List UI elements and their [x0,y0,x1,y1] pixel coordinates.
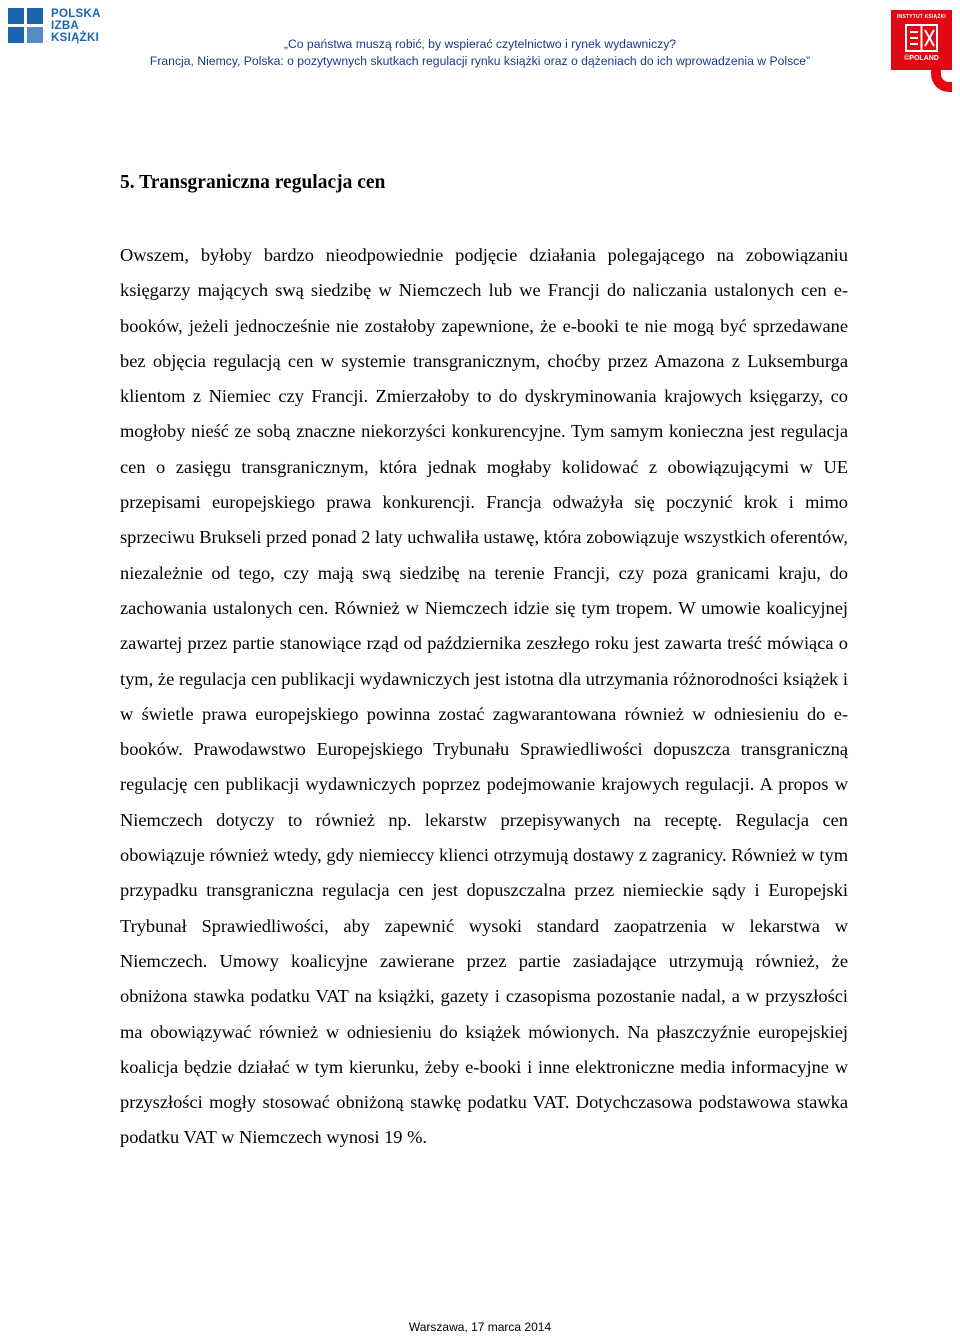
instytut-ksiazki-logo [891,10,952,94]
logo-word-1: POLSKA [51,8,101,20]
logo-word-3: KSIĄŻKI [51,32,100,44]
logo-word-2: IZBA [51,20,80,32]
logo-wordmark [51,8,101,44]
header-title-line-2: Francja, Niemcy, Polska: o pozytywnych skutkach regulacji rynku książki oraz o dążeniach do ich wprowadzenia w Polsce” [149,54,811,68]
header-title [140,36,820,70]
polska-izba-ksiazki-logo [8,8,126,48]
instytut-ksiazki-label: INSTYTUT KSIĄŻKI [896,14,947,20]
logo-tail-shape [931,70,952,92]
section-paragraph: Owszem, byłoby bardzo nieodpowiednie podjęcie działania polegającego na zobowiązaniu księgarzy mających swą siedzibę w Niemczech lub we Francji do naliczania ustalonych cen e-booków, jeżeli jednocześnie nie zostałoby zapewnione, że e-booki te nie mogą być sprzedawane bez objęcia regulacją cen w systemie transgranicznym, choćby przez Amazona z Luksemburga klientom z Niemiec czy Francji. Zmierzałoby to do dyskryminowania krajowych księgarzy, co mogłoby nieść ze sobą znaczne niekorzyści konkurencyjne. Tym samym konieczna jest regulacja cen o zasięgu transgranicznym, która jednak mogłaby kolidować z obowiązującymi w UE przepisami europejskiego prawa konkurencji. Francja odważyła się poczynić krok i mimo sprzeciwu Brukseli przed ponad 2 laty uchwaliła ustawę, która zobowiązuje wszystkich oferentów, niezależnie od tego, czy mają swą siedzibę na terenie Francji, czy poza granicami kraju, do zachowania ustalonych cen. Również w Niemczech idzie się tym tropem. W umowie koalicyjnej zawartej przez partie stanowiące rząd od października zeszłego roku jest zawarta treść mówiąca o tym, że regulacja cen publikacji wydawniczych jest istotna dla utrzymania różnorodności książek i w świetle prawa europejskiego powinna zostać zagwarantowana również w odniesieniu do e-booków. Prawodawstwo Europejskiego Trybunału Sprawiedliwości dopuszcza transgraniczną regulację cen publikacji wydawniczych poprzez podejmowanie krajowych regulacji. A propos w Niemczech dotyczy to również np. lekarstw przepisywanych na receptę. Regulacja cen obowiązuje również wtedy, gdy niemieccy klienci otrzymują dostawy z zagranicy. Również w tym przypadku transgraniczna regulacja cen jest dopuszczalna przez niemieckie sądy i Europejski Trybunał Sprawiedliwości, aby zapewnić wysoki standard zaopatrzenia w lekarstwa w Niemczech. Umowy koalicyjne zawierane przez partie zasiadające utrzymują również, że obniżona stawka podatku VAT na książki, gazety i czasopisma pozostanie nadal, a w przyszłości ma obowiązywać również w odniesieniu do książek mówionych. Na płaszczyźnie europejskiej koalicja będzie działać w tym kierunku, żeby e-booki i inne elektroniczne media informacyjne w przyszłości mogły stosować obniżoną stawkę podatku VAT. Dotychczasowa podstawowa stawka podatku VAT w Niemczech wynosi 19 %. [120,245,848,1148]
header-title-line-1: „Co państwa muszą robić, by wspierać czytelnictwo i rynek wydawniczy? [283,37,677,51]
footer-date: Warszawa, 17 marca 2014 [408,1320,552,1334]
page-header [0,0,960,100]
logo-squares-icon [8,8,46,44]
book-mark-icon [905,24,938,52]
section-heading: 5. Transgraniczna regulacja cen [120,172,386,193]
poland-label: ©POLAND [904,55,939,62]
